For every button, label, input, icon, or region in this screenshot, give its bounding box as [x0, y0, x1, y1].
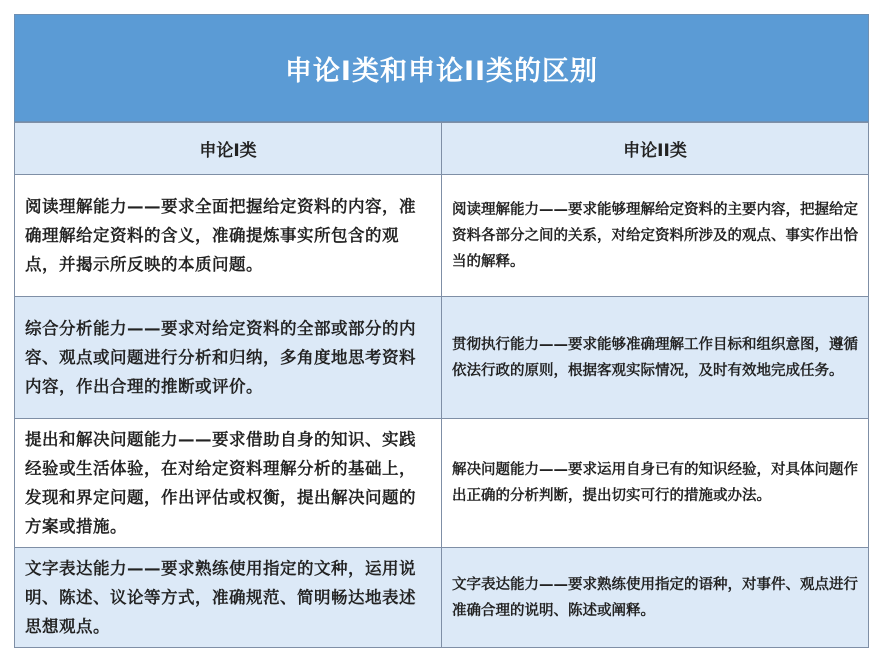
table-row [15, 297, 869, 419]
table-row [15, 548, 869, 648]
type1-writing-cell: 文字表达能力——要求熟练使用指定的文种，运用说明、陈述、议论等方式，准确规范、简明畅达地表述思想观点。 [15, 548, 442, 648]
type1-analysis-cell: 综合分析能力——要求对给定资料的全部或部分的内容、观点或问题进行分析和归纳，多角度地思考资料内容，作出合理的推断或评价。 [15, 297, 442, 419]
column-header-type2: 申论II类 [442, 123, 869, 175]
column-header-type1: 申论I类 [15, 123, 442, 175]
type2-reading-cell: 阅读理解能力——要求能够理解给定资料的主要内容，把握给定资料各部分之间的关系，对给定资料所涉及的观点、事实作出恰当的解释。 [442, 175, 869, 297]
comparison-table [14, 122, 869, 648]
type1-reading-cell: 阅读理解能力——要求全面把握给定资料的内容，准确理解给定资料的含义，准确提炼事实所包含的观点，并揭示所反映的本质问题。 [15, 175, 442, 297]
table-row [15, 175, 869, 297]
type2-writing-cell: 文字表达能力——要求熟练使用指定的语种，对事件、观点进行准确合理的说明、陈述或阐释。 [442, 548, 869, 648]
type1-problem-solving-cell: 提出和解决问题能力——要求借助自身的知识、实践经验或生活体验，在对给定资料理解分析的基础上，发现和界定问题，作出评估或权衡，提出解决问题的方案或措施。 [15, 419, 442, 548]
comparison-document [14, 14, 869, 648]
page-title: 申论I类和申论II类的区别 [14, 14, 869, 122]
table-row [15, 419, 869, 548]
type2-problem-solving-cell: 解决问题能力——要求运用自身已有的知识经验，对具体问题作出正确的分析判断，提出切实可行的措施或办法。 [442, 419, 869, 548]
table-header-row [15, 123, 869, 175]
type2-execution-cell: 贯彻执行能力——要求能够准确理解工作目标和组织意图，遵循依法行政的原则，根据客观实际情况，及时有效地完成任务。 [442, 297, 869, 419]
